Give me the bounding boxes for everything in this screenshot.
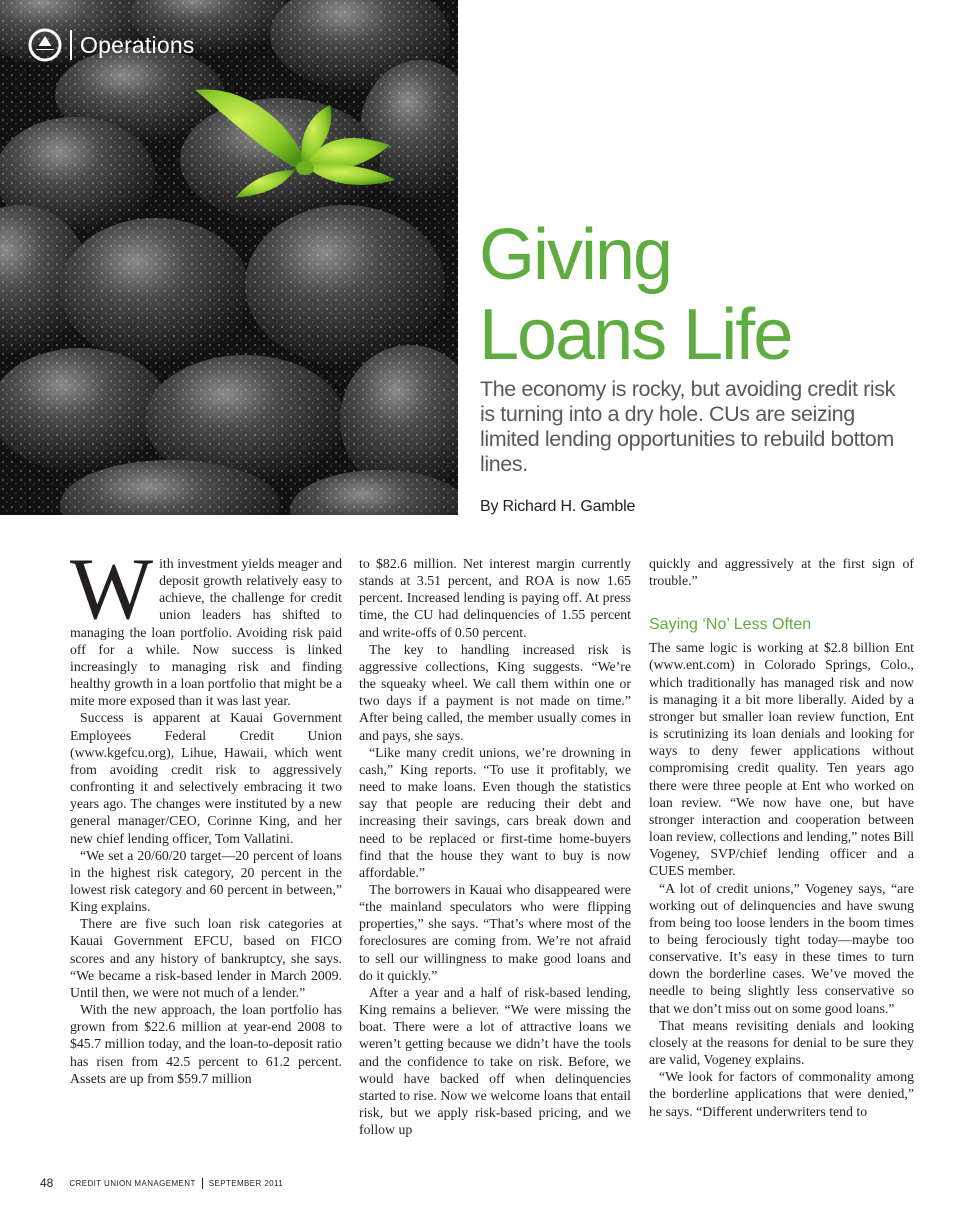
section-label: Operations: [80, 31, 195, 58]
article-column-2: [359, 555, 631, 1138]
article-subhead: Saying ‘No’ Less Often: [649, 616, 812, 634]
article-paragraph: There are five such loan risk categories at Kauai Government EFCU, based on FICO scores and any history of bankruptcy, she says. “We became a risk-based lender in March 2009. Until then, we were not much of a lender.”: [70, 916, 342, 1000]
page-footer: [40, 1176, 283, 1190]
article-paragraph: “We look for factors of commonality among the borderline applications that were denied,” he says. “Different underwriters tend to: [649, 1069, 914, 1119]
footer-divider: [202, 1178, 203, 1189]
article-paragraph: That means revisiting denials and looking closely at the reasons for denial to be sure they are valid, Vogeney explains.: [649, 1017, 914, 1068]
article-paragraph: With investment yields meager and deposit growth relatively easy to achieve, the challenge for credit union leaders has shifted to managing the loan portfolio. Avoiding risk paid off for a while. Now success is linked increasingly to managing risk and finding healthy growth in a loan portfolio that might be a mite more exposed than it was last year.: [70, 541, 342, 709]
drop-cap: W: [70, 541, 154, 638]
article-paragraph: “A lot of credit unions,” Vogeney says, “are working out of delinquencies and have swung from being too loose lenders in the boom times to being ferociously tight today—maybe too conservative. It’s easy in these times to turn down the borderline cases. We’ve moved the needle to being slightly less conservative so that we don’t miss out on some good loans.”: [649, 880, 914, 1016]
article-deck: The economy is rocky, but avoiding credit risk is turning into a dry hole. CUs are seizing limited lending opportunities to rebuild bottom lines.: [480, 377, 895, 476]
section-tag: [28, 28, 195, 62]
article-paragraph: The key to handling increased risk is aggressive collections, King suggests. “We’re the squeaky wheel. We call them within one or two days if a payment is not made on time.” After being called, the member usually comes in and pays, she says.: [359, 641, 631, 743]
headline-line-2: Loans Life: [479, 295, 792, 375]
article-paragraph: With the new approach, the loan portfolio has grown from $22.6 million at year-end 2008 to $45.7 million today, and the loan-to-deposit ratio has risen from 42.5 percent to 61.2 percent. Assets are up from $59.7 million: [70, 1002, 342, 1086]
article-paragraph: to $82.6 million. Net interest margin currently stands at 3.51 percent, and ROA is now 1.65 percent. Increased lending is paying off. At press time, the CU had delinquencies of 1.55 percent and write-offs of 0.50 percent.: [359, 556, 631, 640]
article-paragraph: “Like many credit unions, we’re drowning in cash,” King reports. “To use it profitably, we need to make loans. Even though the statistics say that people are reducing their debt and increasing their savings, cars break down and need to be replaced or first-time home-buyers find that the house they want to buy is now affordable.”: [359, 744, 631, 880]
article-paragraph: The same logic is working at $2.8 billion Ent (www.ent.com) in Colorado Springs, Colo., which traditionally has managed risk and now is managing it a bit more liberally. Aided by a stronger but smaller loan review function, Ent is scrutinizing its loan denials and looking for ways to deny fewer applications without compromising credit quality. Ten years ago there were three people at Ent who worked on loan review. “We now have one, but have stronger interaction and cooperation between loan review, collections and lending,” notes Bill Vogeney, SVP/chief lending officer and a CUES member.: [649, 640, 915, 879]
article-headline: [479, 215, 939, 375]
hero-photo: [0, 0, 458, 515]
article-paragraph: After a year and a half of risk-based lending, King remains a believer. “We were missing the boat. There were a lot of attractive loans we weren’t getting because we didn’t have the tools and the confidence to take on risk. Before, we would have backed off when delinquencies started to rise. Now we welcome loans that entail risk, but we apply risk-based pricing, and we follow up: [359, 984, 631, 1138]
publication-name: CREDIT UNION MANAGEMENT: [69, 1178, 196, 1188]
issue-date: SEPTEMBER 2011: [208, 1178, 284, 1188]
article-column-3: [649, 555, 914, 1120]
cues-logo-icon: [28, 28, 62, 62]
headline-line-1: Giving: [479, 215, 672, 295]
section-divider: [70, 30, 72, 60]
page-number: 48: [40, 1176, 54, 1190]
pebbles-sprout-illustration: [0, 0, 458, 515]
article-paragraph: quickly and aggressively at the first sign of trouble.”: [649, 556, 914, 589]
article-paragraph: Success is apparent at Kauai Government Employees Federal Credit Union (www.kgefcu.org), Lihue, Hawaii, which went from avoiding credit risk to aggressively confronting it and selectively embracing it two years ago. The changes were instituted by a new general manager/CEO, Corinne King, and her new chief lending officer, Tom Vallatini.: [70, 710, 342, 846]
article-paragraph: The borrowers in Kauai who disappeared were “the mainland speculators who were flipping properties,” she says. “That’s where most of the foreclosures are coming from. We’re not afraid to sell our willingness to make good loans and do it quickly.”: [359, 881, 631, 983]
article-byline: By Richard H. Gamble: [480, 498, 636, 515]
article-paragraph: “We set a 20/60/20 target—20 percent of loans in the highest risk category, 20 percent in the lowest risk category and 60 percent in between,” King explains.: [70, 847, 342, 915]
article-column-1: [70, 541, 342, 1087]
